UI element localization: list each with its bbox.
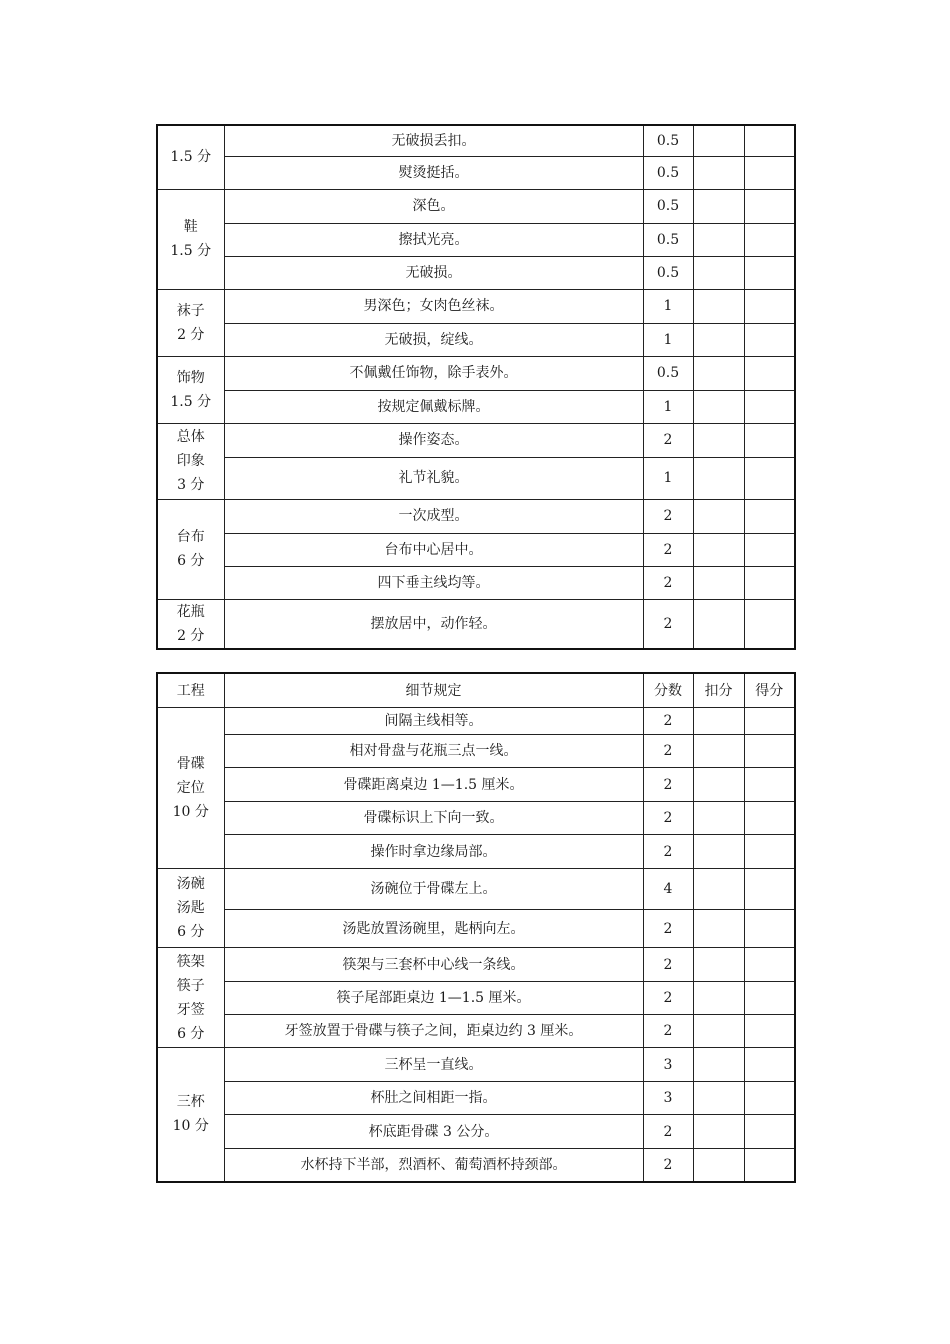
deduct-cell[interactable] <box>693 1115 744 1149</box>
deduct-cell[interactable] <box>693 1015 744 1048</box>
got-cell[interactable] <box>744 982 795 1015</box>
got-cell[interactable] <box>744 708 795 735</box>
deduct-cell[interactable] <box>693 735 744 768</box>
score-cell: 0.5 <box>643 125 693 156</box>
deduct-cell[interactable] <box>693 869 744 910</box>
got-cell[interactable] <box>744 768 795 802</box>
category-cell: 总体 印象 3 分 <box>157 423 224 499</box>
scoring-table-2 <box>156 672 796 1183</box>
deduct-cell[interactable] <box>693 1082 744 1115</box>
got-cell[interactable] <box>744 566 795 599</box>
deduct-cell[interactable] <box>693 189 744 223</box>
score-cell: 3 <box>643 1082 693 1115</box>
got-cell[interactable] <box>744 910 795 948</box>
deduct-cell[interactable] <box>693 499 744 533</box>
got-cell[interactable] <box>744 1115 795 1149</box>
category-cell: 鞋 1.5 分 <box>157 189 224 289</box>
score-cell: 2 <box>643 735 693 768</box>
detail-cell: 无破损。 <box>224 256 643 289</box>
got-cell[interactable] <box>744 1015 795 1048</box>
deduct-cell[interactable] <box>693 125 744 156</box>
deduct-cell[interactable] <box>693 802 744 835</box>
detail-cell: 男深色；女肉色丝袜。 <box>224 289 643 323</box>
deduct-cell[interactable] <box>693 599 744 649</box>
got-cell[interactable] <box>744 356 795 390</box>
score-cell: 2 <box>643 948 693 982</box>
deduct-cell[interactable] <box>693 390 744 423</box>
deduct-cell[interactable] <box>693 156 744 189</box>
deduct-cell[interactable] <box>693 223 744 256</box>
got-cell[interactable] <box>744 390 795 423</box>
score-cell: 0.5 <box>643 156 693 189</box>
got-cell[interactable] <box>744 499 795 533</box>
got-cell[interactable] <box>744 869 795 910</box>
score-cell: 0.5 <box>643 189 693 223</box>
detail-cell: 擦拭光亮。 <box>224 223 643 256</box>
category-cell: 饰物 1.5 分 <box>157 356 224 423</box>
category-cell: 骨碟 定位 10 分 <box>157 708 224 869</box>
got-cell[interactable] <box>744 599 795 649</box>
got-cell[interactable] <box>744 125 795 156</box>
deduct-cell[interactable] <box>693 1048 744 1082</box>
category-cell: 筷架 筷子 牙签 6 分 <box>157 948 224 1048</box>
got-cell[interactable] <box>744 256 795 289</box>
score-cell: 2 <box>643 499 693 533</box>
detail-cell: 筷架与三套杯中心线一条线。 <box>224 948 643 982</box>
deduct-cell[interactable] <box>693 1149 744 1182</box>
header-score: 分数 <box>643 673 693 708</box>
detail-cell: 牙签放置于骨碟与筷子之间，距桌边约 3 厘米。 <box>224 1015 643 1048</box>
category-cell: 花瓶 2 分 <box>157 599 224 649</box>
detail-cell: 深色。 <box>224 189 643 223</box>
got-cell[interactable] <box>744 1082 795 1115</box>
score-cell: 4 <box>643 869 693 910</box>
detail-cell: 操作时拿边缘局部。 <box>224 835 643 869</box>
score-cell: 2 <box>643 768 693 802</box>
detail-cell: 汤匙放置汤碗里，匙柄向左。 <box>224 910 643 948</box>
deduct-cell[interactable] <box>693 457 744 499</box>
category-cell: 台布 6 分 <box>157 499 224 599</box>
score-cell: 2 <box>643 802 693 835</box>
detail-cell: 熨烫挺括。 <box>224 156 643 189</box>
header-deduct: 扣分 <box>693 673 744 708</box>
category-cell: 三杯 10 分 <box>157 1048 224 1182</box>
got-cell[interactable] <box>744 1048 795 1082</box>
detail-cell: 四下垂主线均等。 <box>224 566 643 599</box>
score-cell: 2 <box>643 982 693 1015</box>
detail-cell: 无破损，绽线。 <box>224 323 643 356</box>
detail-cell: 礼节礼貌。 <box>224 457 643 499</box>
deduct-cell[interactable] <box>693 768 744 802</box>
got-cell[interactable] <box>744 1149 795 1182</box>
detail-cell: 摆放居中，动作轻。 <box>224 599 643 649</box>
score-cell: 1 <box>643 289 693 323</box>
detail-cell: 杯底距骨碟 3 公分。 <box>224 1115 643 1149</box>
got-cell[interactable] <box>744 223 795 256</box>
header-detail: 细节规定 <box>224 673 643 708</box>
deduct-cell[interactable] <box>693 533 744 566</box>
deduct-cell[interactable] <box>693 835 744 869</box>
detail-cell: 骨碟标识上下向一致。 <box>224 802 643 835</box>
got-cell[interactable] <box>744 156 795 189</box>
table-header-row <box>157 673 795 708</box>
detail-cell: 按规定佩戴标牌。 <box>224 390 643 423</box>
got-cell[interactable] <box>744 802 795 835</box>
score-cell: 2 <box>643 599 693 649</box>
got-cell[interactable] <box>744 289 795 323</box>
got-cell[interactable] <box>744 948 795 982</box>
score-cell: 3 <box>643 1048 693 1082</box>
header-got: 得分 <box>744 673 795 708</box>
got-cell[interactable] <box>744 323 795 356</box>
detail-cell: 台布中心居中。 <box>224 533 643 566</box>
score-cell: 2 <box>643 566 693 599</box>
got-cell[interactable] <box>744 735 795 768</box>
detail-cell: 杯肚之间相距一指。 <box>224 1082 643 1115</box>
score-cell: 2 <box>643 1149 693 1182</box>
score-cell: 2 <box>643 1115 693 1149</box>
detail-cell: 操作姿态。 <box>224 423 643 457</box>
score-cell: 1 <box>643 457 693 499</box>
category-cell: 1.5 分 <box>157 125 224 189</box>
score-cell: 0.5 <box>643 223 693 256</box>
score-cell: 1 <box>643 323 693 356</box>
score-cell: 2 <box>643 835 693 869</box>
got-cell[interactable] <box>744 533 795 566</box>
got-cell[interactable] <box>744 423 795 457</box>
category-cell: 袜子 2 分 <box>157 289 224 356</box>
detail-cell: 水杯持下半部，烈酒杯、葡萄酒杯持颈部。 <box>224 1149 643 1182</box>
deduct-cell[interactable] <box>693 356 744 390</box>
deduct-cell[interactable] <box>693 256 744 289</box>
deduct-cell[interactable] <box>693 910 744 948</box>
score-cell: 0.5 <box>643 356 693 390</box>
deduct-cell[interactable] <box>693 982 744 1015</box>
detail-cell: 间隔主线相等。 <box>224 708 643 735</box>
deduct-cell[interactable] <box>693 423 744 457</box>
detail-cell: 无破损丢扣。 <box>224 125 643 156</box>
deduct-cell[interactable] <box>693 948 744 982</box>
detail-cell: 不佩戴任饰物，除手表外。 <box>224 356 643 390</box>
detail-cell: 筷子尾部距桌边 1—1.5 厘米。 <box>224 982 643 1015</box>
score-cell: 2 <box>643 533 693 566</box>
category-cell: 汤碗 汤匙 6 分 <box>157 869 224 948</box>
got-cell[interactable] <box>744 835 795 869</box>
deduct-cell[interactable] <box>693 289 744 323</box>
deduct-cell[interactable] <box>693 566 744 599</box>
score-cell: 2 <box>643 1015 693 1048</box>
score-cell: 0.5 <box>643 256 693 289</box>
detail-cell: 三杯呈一直线。 <box>224 1048 643 1082</box>
got-cell[interactable] <box>744 457 795 499</box>
score-cell: 2 <box>643 708 693 735</box>
score-cell: 2 <box>643 423 693 457</box>
score-cell: 1 <box>643 390 693 423</box>
detail-cell: 汤碗位于骨碟左上。 <box>224 869 643 910</box>
detail-cell: 相对骨盘与花瓶三点一线。 <box>224 735 643 768</box>
detail-cell: 一次成型。 <box>224 499 643 533</box>
detail-cell: 骨碟距离桌边 1—1.5 厘米。 <box>224 768 643 802</box>
scoring-table-1 <box>156 124 796 650</box>
deduct-cell[interactable] <box>693 323 744 356</box>
deduct-cell[interactable] <box>693 708 744 735</box>
got-cell[interactable] <box>744 189 795 223</box>
score-cell: 2 <box>643 910 693 948</box>
header-project: 工程 <box>157 673 224 708</box>
